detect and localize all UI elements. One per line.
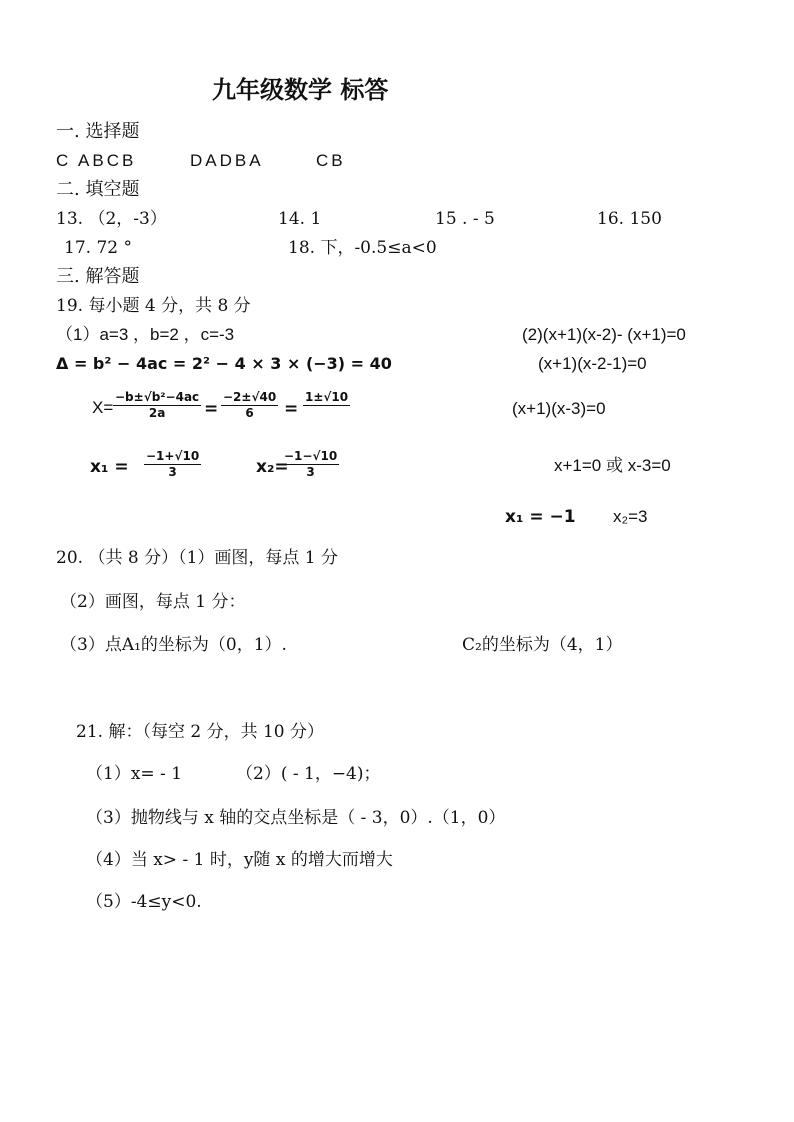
q19-substituted-fraction <box>221 390 278 421</box>
q21-part4: （4）当 x> - 1 时，y随 x 的增大而增大 <box>86 850 393 870</box>
fraction-numerator: −b±√b²−4ac <box>115 390 200 404</box>
section-choice-heading: 一. 选择题 <box>56 121 140 142</box>
q19-header: 19. 每小题 4 分，共 8 分 <box>56 296 251 316</box>
equals-sign: = <box>204 399 219 419</box>
q21-part1: （1）x= - 1 <box>86 764 183 784</box>
q20-line1: 20. （共 8 分）（1）画图，每点 1 分 <box>56 548 339 568</box>
q19-part1-discriminant: Δ = b² − 4ac = 2² − 4 × 3 × (−3) = 40 <box>56 354 392 373</box>
q19-x1-fraction <box>144 449 201 480</box>
section-solve-heading: 三. 解答题 <box>56 266 140 287</box>
q19-x1-label: x₁ = <box>90 457 129 477</box>
fraction-numerator: −1+√10 <box>146 449 200 463</box>
fraction-denominator: 3 <box>306 465 315 479</box>
fill-answer-16: 16. 150 <box>597 209 662 229</box>
q19-x2-label: x₂= <box>256 457 289 477</box>
fill-answer-13: 13. （2，-3） <box>56 209 167 229</box>
fraction-denominator: 2a <box>148 406 166 420</box>
page-title: 九年级数学 标答 <box>212 75 389 104</box>
q21-part3: （3）抛物线与 x 轴的交点坐标是（ - 3，0）.（1，0） <box>86 808 506 828</box>
choice-answers-group-2: DADBA <box>190 151 264 170</box>
fraction-denominator: 3 <box>168 465 177 479</box>
equals-sign: = <box>284 399 299 419</box>
q19-part2-line2: (x+1)(x-2-1)=0 <box>538 354 647 373</box>
fill-answer-15: 15 . - 5 <box>435 209 495 229</box>
fill-answer-17: 17. 72 ° <box>64 238 132 258</box>
q20-line3-left: （3）点A₁的坐标为（0，1）. <box>60 635 287 655</box>
fill-answer-18: 18. 下，-0.5≤a<0 <box>288 238 437 258</box>
q21-part2: （2）( - 1，−4)； <box>236 764 381 784</box>
q20-line2: （2）画图，每点 1 分： <box>60 592 246 612</box>
q19-part2-line1: (2)(x+1)(x-2)- (x+1)=0 <box>522 325 686 344</box>
choice-answers-group-1: C ABCB <box>56 151 137 170</box>
section-fill-heading: 二. 填空题 <box>56 179 140 200</box>
fraction-numerator: −1−√10 <box>284 449 338 463</box>
fraction-denominator: 6 <box>245 406 254 420</box>
q21-part5: （5）-4≤y<0. <box>86 892 202 912</box>
q19-simplified-fraction <box>303 390 350 406</box>
q19-part2-x2: x₂=3 <box>613 507 648 526</box>
q19-part1-coefficients: （1）a=3 ，b=2 ，c=-3 <box>56 325 235 344</box>
q21-header: 21. 解：（每空 2 分，共 10 分） <box>76 722 325 742</box>
q19-part2-x1: x₁ = −1 <box>505 507 576 527</box>
fraction-numerator: 1±√10 <box>305 390 349 404</box>
q19-quadratic-formula-fraction <box>113 390 201 421</box>
q19-part2-line4: x+1=0 或 x-3=0 <box>554 456 671 475</box>
q19-part2-line3: (x+1)(x-3)=0 <box>512 399 606 418</box>
fraction-numerator: −2±√40 <box>223 390 277 404</box>
q19-x2-fraction <box>282 449 339 480</box>
fill-answer-14: 14. 1 <box>278 209 322 229</box>
q20-line3-right: C₂的坐标为（4，1） <box>462 635 623 655</box>
q19-part1-x-prefix: X= <box>92 398 114 417</box>
choice-answers-group-3: CB <box>316 151 346 170</box>
